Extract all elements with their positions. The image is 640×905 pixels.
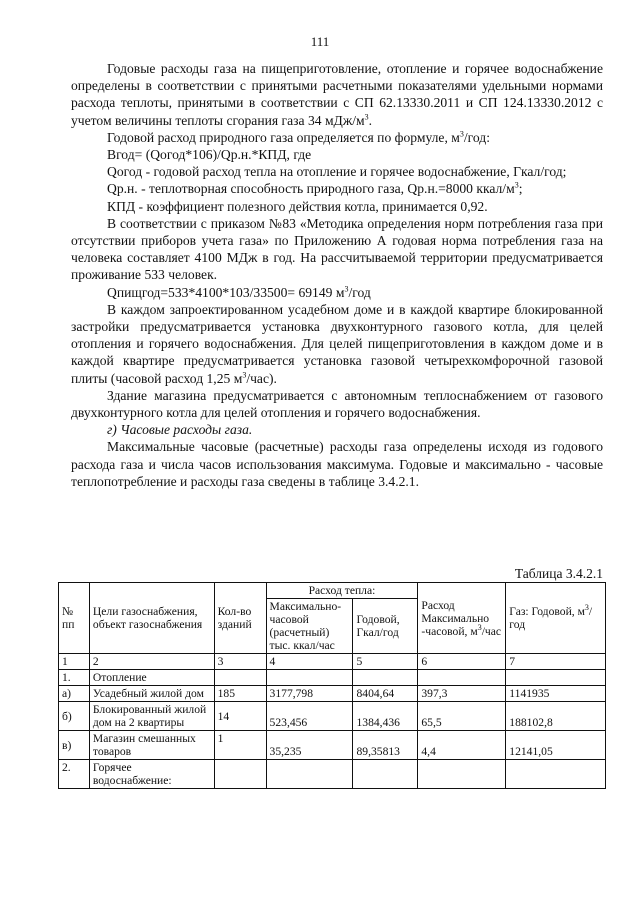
column-number: 6 [418, 654, 506, 670]
paragraph-shop: Здание магазина предусматривается с автономным теплоснабжением от газового двухконтурного котла для целей отопления и горячего водоснабжения. [71, 387, 603, 421]
row-gas-max [418, 670, 506, 686]
header-gas-max: Расход Максимально -часовой, $м^3$/час [418, 583, 506, 654]
row-gas-max: 397,3 [418, 686, 506, 702]
table-row [59, 702, 606, 731]
row-count [214, 760, 266, 789]
row-heat-max: 35,235 [266, 731, 353, 760]
definition-qogod: Qогод - годовой расход тепла на отопление и горячее водоснабжение, Гкал/год; [107, 164, 567, 180]
column-number: 2 [89, 654, 214, 670]
row-num: б) [59, 702, 90, 731]
row-num: 1. [59, 670, 90, 686]
row-name: Отопление [89, 670, 214, 686]
table-row [59, 760, 606, 789]
table-header-row [59, 583, 606, 599]
row-count: 14 [214, 702, 266, 731]
table-column-numbers [59, 654, 606, 670]
paragraph-annual-consumption: Годовые расходы газа на пищеприготовление, отопление и горячее водоснабжение определены в соответствии с принятыми расчетными показателями удельными нормами расхода теплоты, принятыми в соответствии с СП 62.13330.2011 и СП 124.13330.2012 с учетом величины теплоты сгорания газа 34 мДж/$м^3$. [71, 61, 603, 128]
column-number: 7 [506, 654, 606, 670]
paragraph-formula-intro: Годовой расход природного газа определяется по формуле, $м^3$/год: [107, 129, 490, 145]
row-heat-max: 523,456 [266, 702, 353, 731]
header-num: № пп [59, 583, 90, 654]
column-number: 3 [214, 654, 266, 670]
definition-qrn: Qр.н. - теплотворная способность природного газа, Qр.н.=8000 ккал/$м^3$; [107, 180, 523, 197]
row-heat-year: 1384,436 [353, 702, 418, 731]
row-name: Горячее водоснабжение: [89, 760, 214, 789]
formula-bgod: Вгод= (Qогод*106)/Qр.н.*КПД, где [107, 147, 312, 163]
row-gas-year: 188102,8 [506, 702, 606, 731]
section-heading-hourly: г) Часовые расходы газа. [107, 422, 253, 438]
row-num: а) [59, 686, 90, 702]
row-gas-max: 65,5 [418, 702, 506, 731]
row-heat-max [266, 670, 353, 686]
row-count [214, 670, 266, 686]
row-num: в) [59, 731, 90, 760]
row-gas-max: 4,4 [418, 731, 506, 760]
column-number: 4 [266, 654, 353, 670]
row-name: Блокированный жилой дом на 2 квартиры [89, 702, 214, 731]
paragraph-boilers: В каждом запроектированном усадебном доме и в каждой квартире блокированной застройки предусматривается установка двухконтурного газового котла, для целей отопления и горячего водоснабжения. Для целей пищеприготовления в каждом доме и в каждой квартире предусматривается установка газовой четырехкомфорочной газовой плиты (часовой расход 1,25 $м^3/час$). [71, 301, 603, 386]
row-num: 2. [59, 760, 90, 789]
row-gas-year [506, 760, 606, 789]
header-goal: Цели газоснабжения, объект газоснабжения [89, 583, 214, 654]
row-heat-year: 8404,64 [353, 686, 418, 702]
definition-kpd: КПД - коэффициент полезного действия котла, принимается 0,92. [107, 198, 488, 214]
paragraph-order-83: В соответствии с приказом №83 «Методика определения норм потребления газа при отсутствии приборов учета газа» по Приложению А годовая норма потребления газа на человека составляет 4100 МДж в год. На рассчитываемой территории предусматривается проживание 533 человек. [71, 215, 603, 283]
row-heat-max: 3177,798 [266, 686, 353, 702]
formula-qpishch: Qпищгод=533*4100*103/33500= 69149 $м^3$/год [107, 284, 371, 300]
column-number: 1 [59, 654, 90, 670]
row-gas-year: 1141935 [506, 686, 606, 702]
table-row [59, 686, 606, 702]
row-name: Магазин смешанных товаров [89, 731, 214, 760]
header-count: Кол-во зданий [214, 583, 266, 654]
paragraph-max-hourly: Максимальные часовые (расчетные) расходы газа определены исходя из годового расхода газа и числа часов использования максимума. Годовые и максимально - часовые теплопотребление и расходы газа сведены в таблице 3.4.2.1. [71, 439, 603, 489]
row-heat-max [266, 760, 353, 789]
row-gas-max [418, 760, 506, 789]
page-number: 111 [310, 34, 330, 49]
row-count: 1 [214, 731, 266, 760]
row-heat-year: 89,35813 [353, 731, 418, 760]
table-row [59, 670, 606, 686]
row-heat-year [353, 760, 418, 789]
body-text [71, 60, 603, 490]
table-row [59, 731, 606, 760]
row-name: Усадебный жилой дом [89, 686, 214, 702]
row-gas-year [506, 670, 606, 686]
header-heat-group: Расход тепла: [266, 583, 418, 599]
row-gas-year: 12141,05 [506, 731, 606, 760]
row-count: 185 [214, 686, 266, 702]
row-heat-year [353, 670, 418, 686]
column-number: 5 [353, 654, 418, 670]
table-caption: Таблица 3.4.2.1 [514, 566, 603, 581]
gas-consumption-table [58, 582, 606, 789]
header-gas-year: Газ: Годовой, $м^3$/год [506, 583, 606, 654]
header-heat-year: Годовой, Гкал/год [353, 599, 418, 654]
header-heat-max: Максимально-часовой (расчетный) тыс. ккал/час [266, 599, 353, 654]
